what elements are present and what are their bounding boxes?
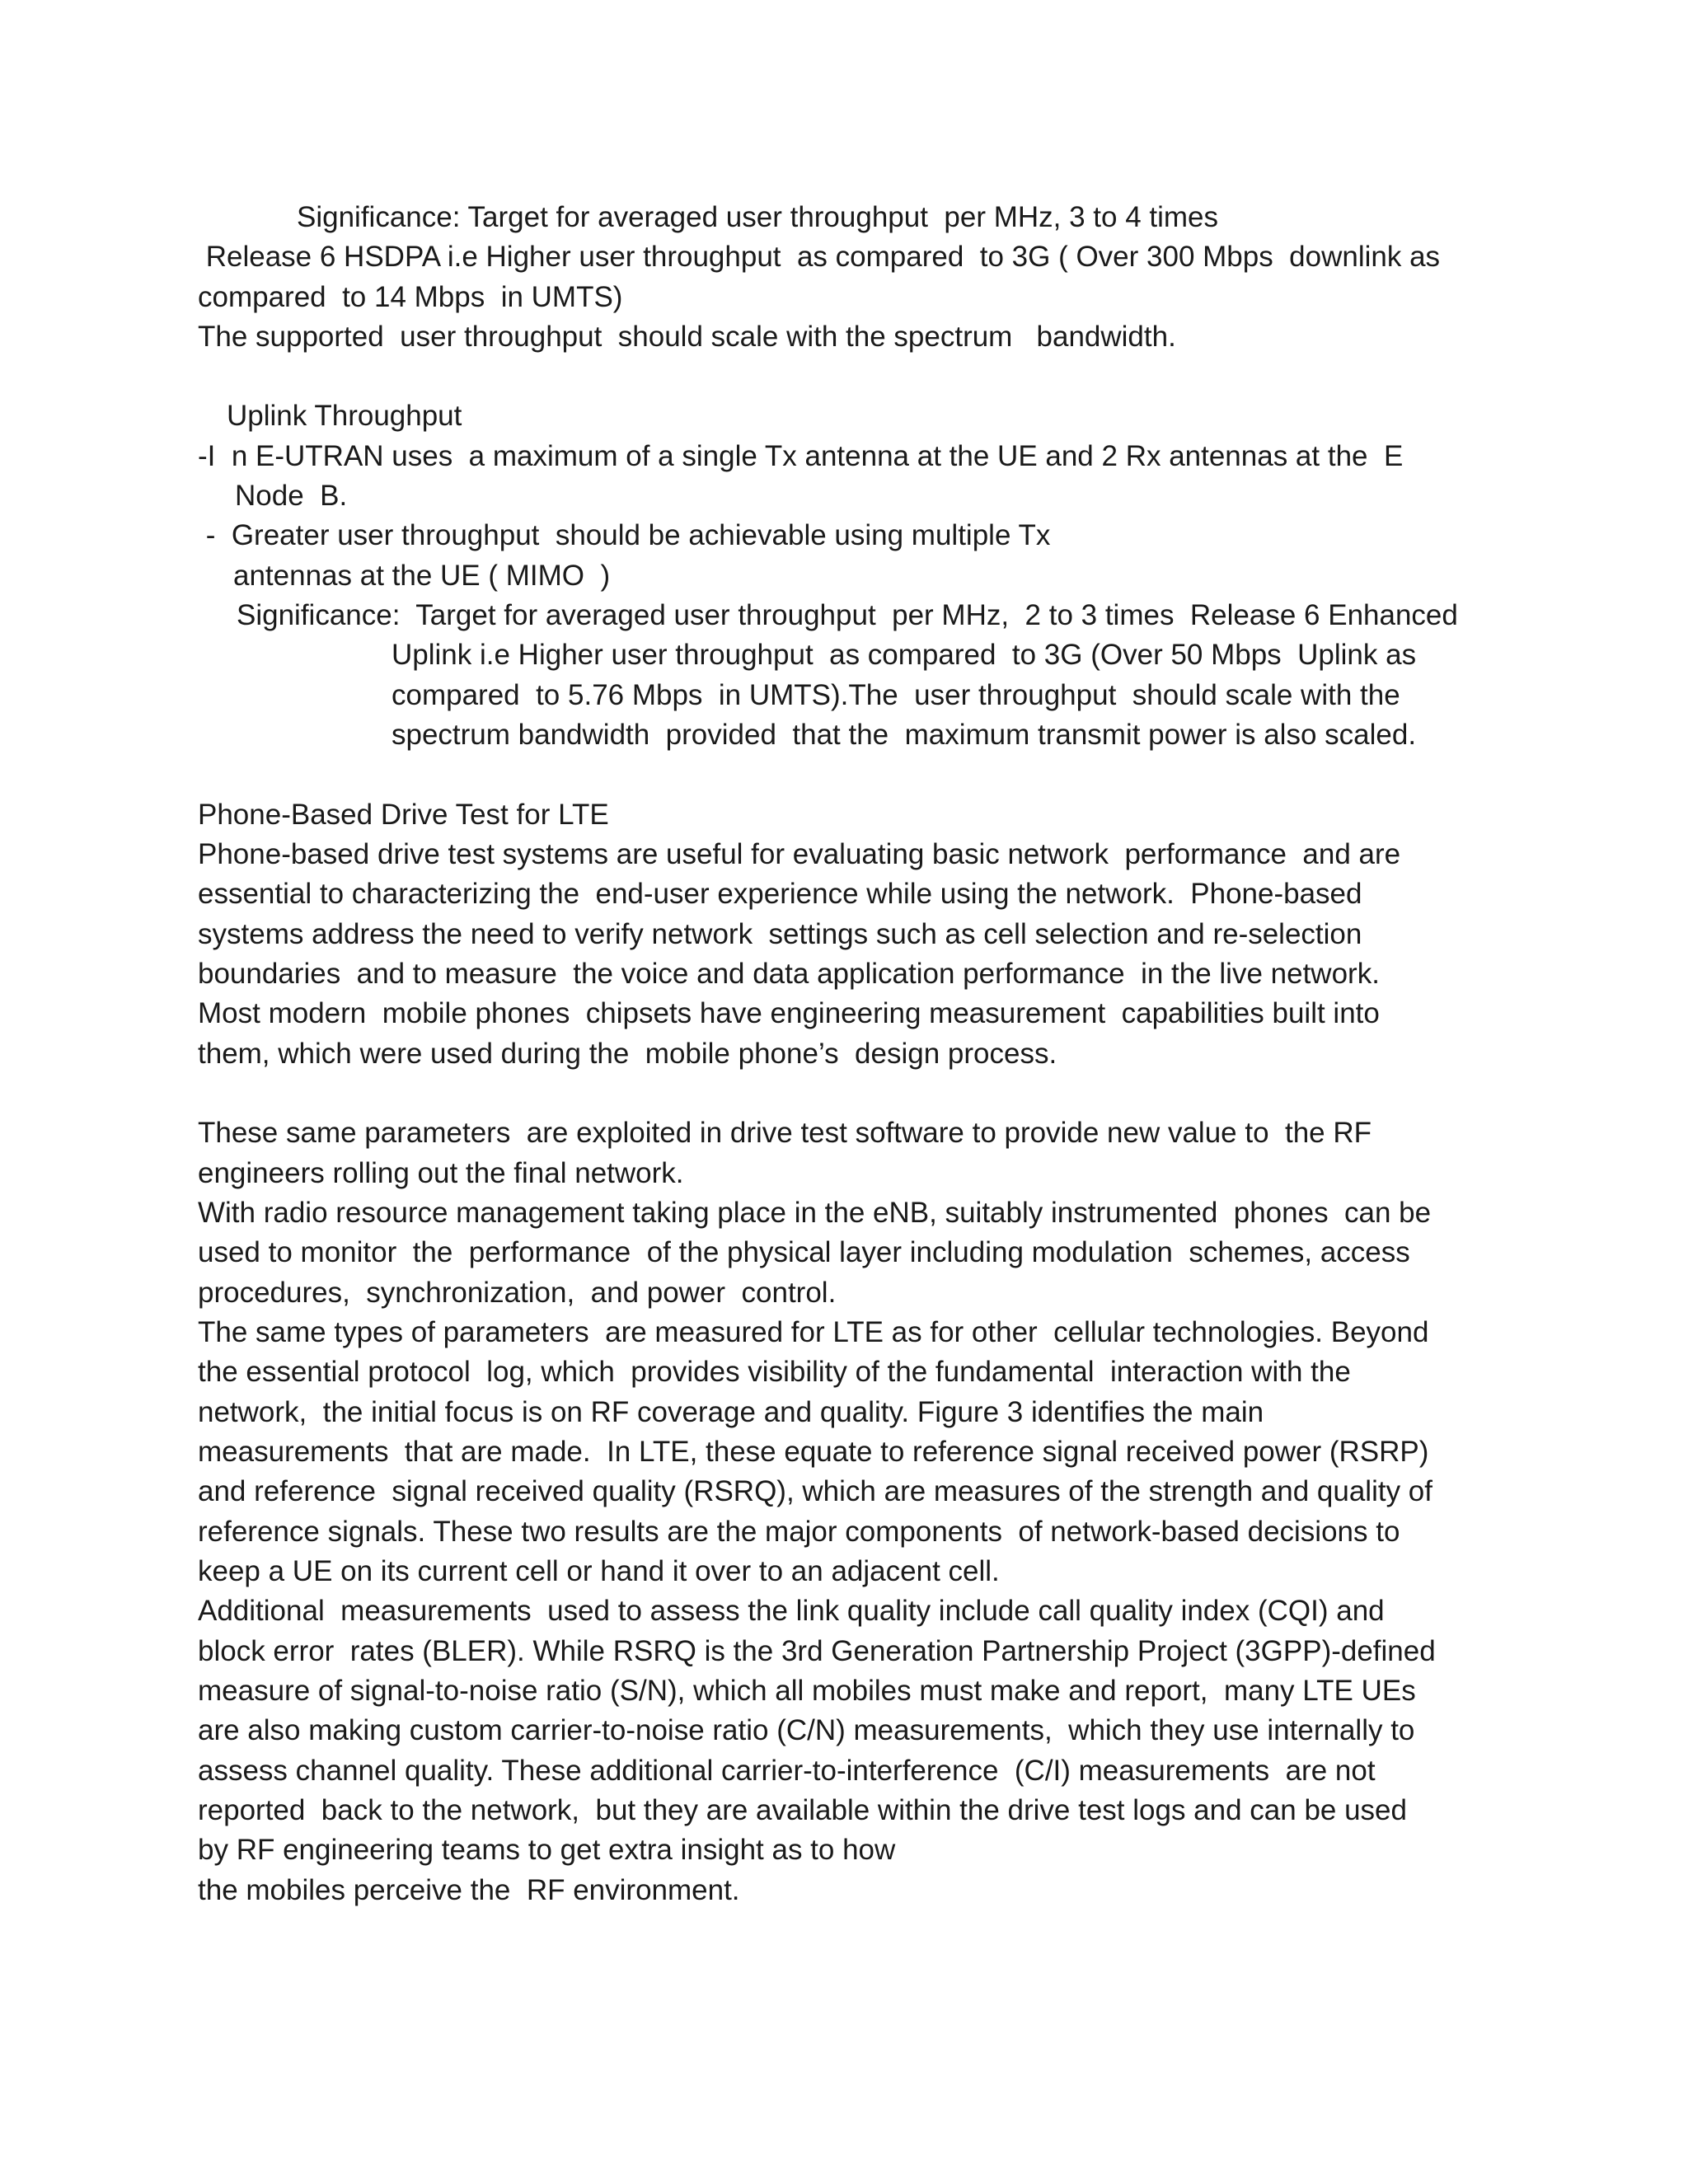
text-line: The supported user throughput should scale with the spectrum bandwidth. [198,321,1176,353]
text-line: Release 6 HSDPA i.e Higher user throughput as compared to 3G ( Over 300 Mbps downlink as [198,241,1441,273]
text-line: are also making custom carrier-to-noise ratio (C/N) measurements, which they use internally to [198,1714,1415,1746]
text-line: The same types of parameters are measured for LTE as for other cellular technologies. Beyond [198,1316,1429,1348]
text-line: boundaries and to measure the voice and data application performance in the live network. [198,958,1380,990]
text-line: by RF engineering teams to get extra insight as to how [198,1834,896,1866]
text-line: and reference signal received quality (RSRQ), which are measures of the strength and quality of [198,1475,1432,1507]
text-line: them, which were used during the mobile phone’s design process. [198,1038,1057,1070]
text-line: block error rates (BLER). While RSRQ is the 3rd Generation Partnership Project (3GPP)-defined [198,1635,1436,1667]
section-heading: Uplink Throughput [227,400,462,432]
text-line: Significance: Target for averaged user throughput per MHz, 3 to 4 times [297,201,1219,233]
text-line: network, the initial focus is on RF coverage and quality. Figure 3 identifies the main [198,1396,1264,1428]
text-line: Additional measurements used to assess the link quality include call quality index (CQI) and [198,1595,1385,1627]
text-line: keep a UE on its current cell or hand it over to an adjacent cell. [198,1555,1000,1587]
text-line: spectrum bandwidth provided that the maximum transmit power is also scaled. [392,719,1417,751]
text-line: antennas at the UE ( MIMO ) [233,560,611,592]
text-line: the mobiles perceive the RF environment. [198,1874,740,1906]
text-line: assess channel quality. These additional carrier-to-interference (C/I) measurements are not [198,1755,1376,1787]
text-line: These same parameters are exploited in drive test software to provide new value to the RF [198,1117,1372,1149]
text-line: engineers rolling out the final network. [198,1157,684,1189]
text-line: measurements that are made. In LTE, these equate to reference signal received power (RSRP) [198,1436,1429,1468]
section-heading: Phone-Based Drive Test for LTE [198,799,609,831]
text-line: compared to 5.76 Mbps in UMTS).The user throughput should scale with the [392,679,1400,711]
text-line: Significance: Target for averaged user throughput per MHz, 2 to 3 times Release 6 Enhanced [237,599,1458,631]
text-line: With radio resource management taking place in the eNB, suitably instrumented phones can be [198,1197,1432,1229]
text-line: procedures, synchronization, and power control. [198,1277,837,1309]
text-line: reported back to the network, but they are available within the drive test logs and can be used [198,1794,1407,1826]
text-line: measure of signal-to-noise ratio (S/N), which all mobiles must make and report, many LTE UEs [198,1675,1416,1707]
text-line: reference signals. These two results are the major components of network-based decisions to [198,1516,1400,1548]
text-line: Node B. [235,480,348,512]
text-line: the essential protocol log, which provides visibility of the fundamental interaction with the [198,1356,1351,1388]
text-line: systems address the need to verify network settings such as cell selection and re-selection [198,918,1362,950]
text-line: Uplink i.e Higher user throughput as compared to 3G (Over 50 Mbps Uplink as [392,639,1417,671]
text-line: -I n E-UTRAN uses a maximum of a single Tx antenna at the UE and 2 Rx antennas at the E [198,440,1404,472]
text-line: - Greater user throughput should be achievable using multiple Tx [198,519,1051,551]
text-line: used to monitor the performance of the physical layer including modulation schemes, access [198,1236,1410,1268]
text-line: Phone-based drive test systems are useful for evaluating basic network performance and are [198,838,1401,870]
text-line: essential to characterizing the end-user experience while using the network. Phone-based [198,878,1362,910]
text-line: compared to 14 Mbps in UMTS) [198,281,623,313]
text-line: Most modern mobile phones chipsets have engineering measurement capabilities built into [198,997,1380,1029]
